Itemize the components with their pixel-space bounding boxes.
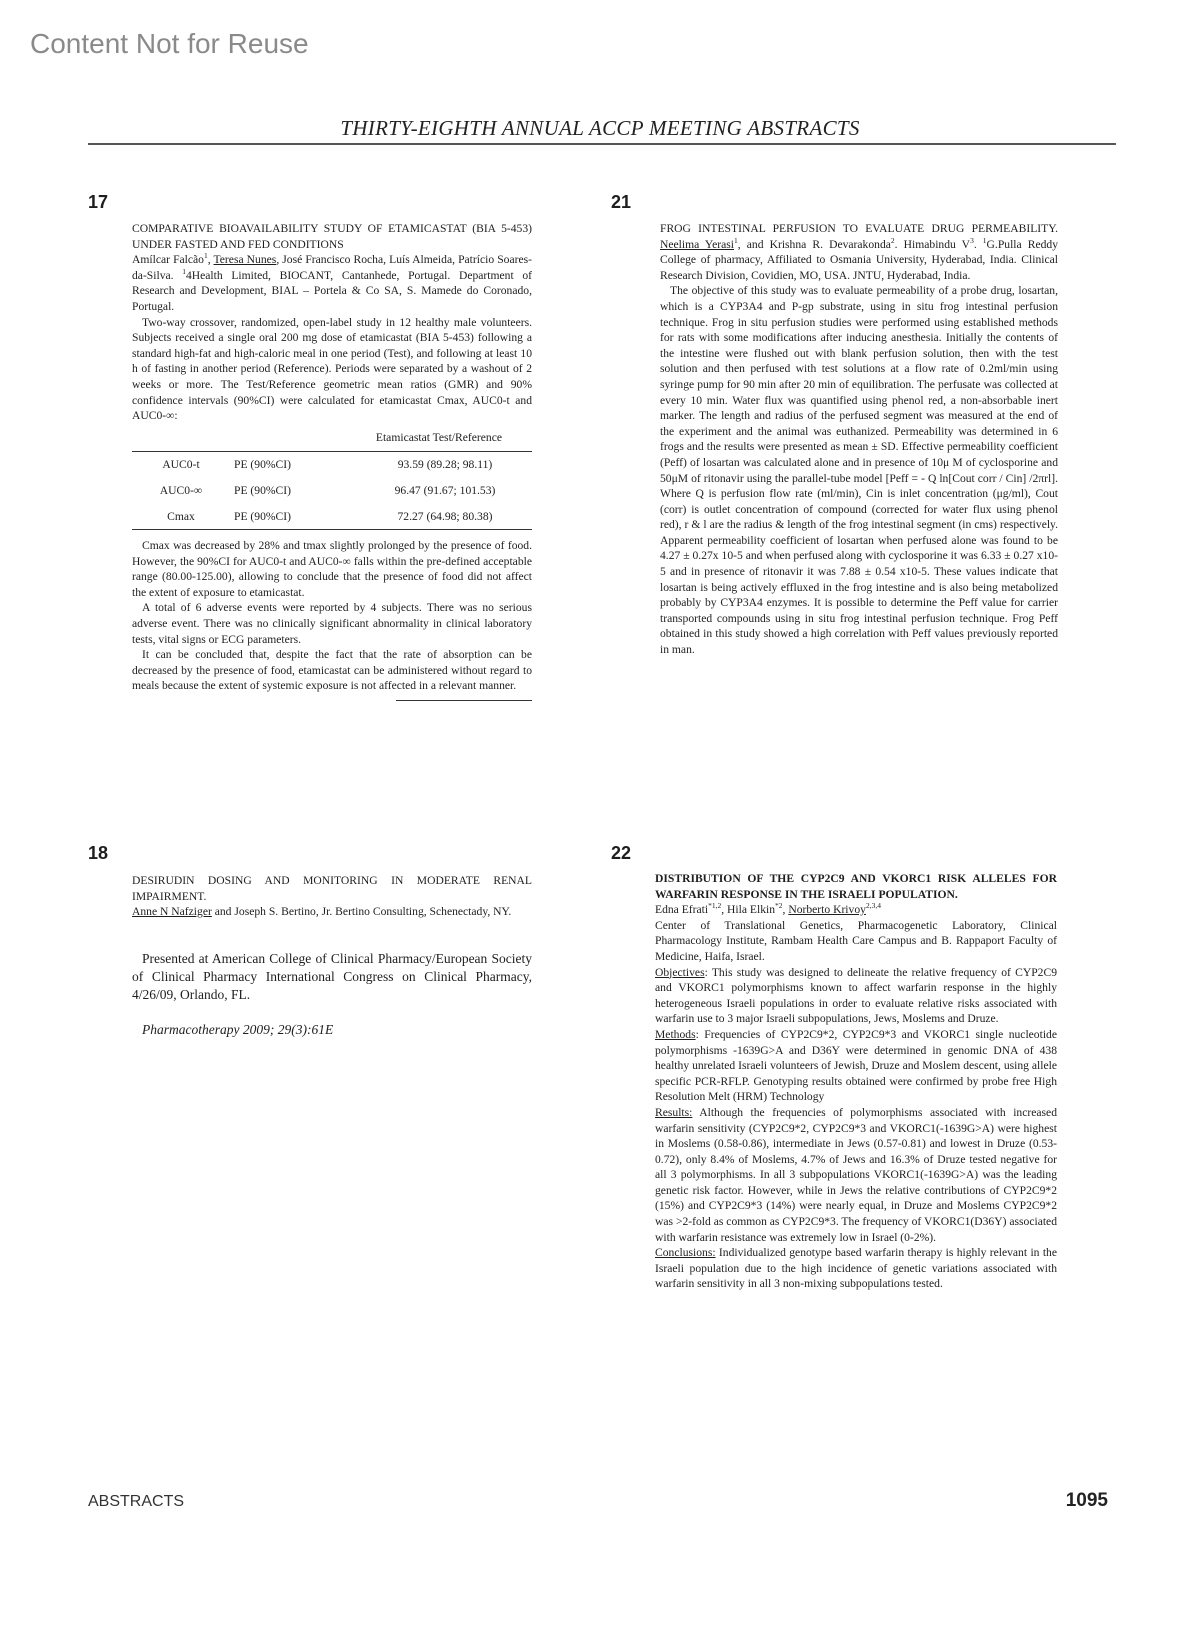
abstract-22-authors: Edna Efrati$^{*1,2}$, Hila Elkin$^{*2}$, Norberto Krivoy$^{2,3,4}$ — [655, 901, 881, 917]
abstract-17-results: Cmax was decreased by 28% and tmax slightly prolonged by the presence of food. However, the 90%CI for AUC0-t and AUC0-∞ falls within the pre-defined acceptable range (80.00-125.00), allowing to conclude that the presence of food did not affect the extent of exposure to etamicastat. — [132, 539, 532, 599]
abstract-17-authors: Amílcar Falcão$^1$, Teresa Nunes, José Francisco Rocha, Luís Almeida, Patrício Soares-da-Silva. $^1$4Health Limited, BIOCANT, Cantanhede, Portugal. Department of Research and Development, BIAL – Portela & Co SA, S. Mamede do Coronado, Portugal. — [132, 251, 532, 313]
abstract-21-header: FROG INTESTINAL PERFUSION TO EVALUATE DRUG PERMEABILITY. Neelima Yerasi$^1$, and Krishna R. Devarakonda$^2$. Himabindu $V^3$. $^1$G.Pulla Reddy College of pharmacy, Affiliated to Osmania University, Hyderabad, India. Clinical Research Division, Covidien, MO, USA. JNTU, Hyderabad, India. — [660, 222, 1059, 282]
table-cell: AUC0-∞ — [159, 483, 203, 497]
abstract-18-title: DESIRUDIN DOSING AND MONITORING IN MODERATE RENAL IMPAIRMENT. — [132, 874, 532, 903]
table-cell: 96.47 (91.67; 101.53) — [394, 483, 496, 497]
abstract-22-affiliation: Center of Translational Genetics, Pharmacogenetic Laboratory, Clinical Pharmacology Institute, Rambam Health Care Campus and B. Rappaport Faculty of Medicine, Haifa, Israel. — [655, 918, 1057, 963]
abstract-17-number: 17 — [88, 192, 109, 212]
abstract-17-title: COMPARATIVE BIOAVAILABILITY STUDY OF ETAMICASTAT (BIA 5-453) UNDER FASTED AND FED CONDITIONS — [132, 222, 532, 251]
abstract-22-objectives: Objectives: This study was designed to delineate the relative frequency of CYP2C9 and VKORC1 polymorphisms known to affect warfarin response in the highly heterogeneous Israeli populations in order to evaluate relative risks associated with warfarin use to 3 major Israeli subpopulations, Jews, Moslems and Druze. — [655, 965, 1057, 1026]
abstract-17-safety: A total of 6 adverse events were reported by 4 subjects. There was no serious adverse event. There was no clinically significant abnormality in clinical laboratory tests, vital signs or ECG parameters. — [132, 601, 532, 646]
watermark: Content Not for Reuse — [30, 28, 309, 59]
abstract-22 — [655, 871, 1057, 1292]
results-table — [132, 451, 532, 530]
abstract-18-number: 18 — [88, 843, 109, 863]
abstract-21-body: The objective of this study was to evaluate permeability of a probe drug, losartan, which is a CYP3A4 and P-gp substrate, using in situ frog intestinal perfusion technique. Frog in situ perfusion studies were performed using established methods for rats with some modifications after inducing anesthesia. Initially the contents of the intestine were flushed out with blank perfusion solution, then with the test solution and then perfused with test solutions at a flow rate of 0.2ml/min using syringe pump for 90 min after 20 min of equilibration. The perfusate was collected at every 10 min. Water flux was quantified using phenol red, a non-absorbable inert marker. The length and radius of the perfused segment was measured at the end of the experiment and the animal was euthanized. Permeability was determined in 6 frogs and the results were presented as mean ± SD. Effective permeability coefficient (Peff) of losartan was calculated alone and in presence of 10μ M of cyclosporine and 50μM of ritonavir using the parallel-tube model [Peff = - Q ln[Cout corr / Cin] /2πrl]. Where Q is perfusion flow rate (ml/min), Cin is inlet concentration (μg/ml), Cout (corr) is outlet concentration of compound (corrected for water flux using phenol red), r & l are the radius & length of the frog intestinal segment (in cms) respectively. Apparent permeability coefficient of losartan when perfused alone was found to be 4.27 ± 0.27x 10-5 and when perfused along with cyclosporine it was 6.33 ± 0.27 x10-5 and in presence of ritonavir it was 7.88 ± 0.54 x10-5. These values indicate that losartan is being actively effluxed in the frog intestine and is also being metabolized probably by CYP3A4 enzymes. It is possible to determine the Peff value for carrier transported compounds using in situ frog intestinal perfusion technique. Frog Peff obtained in this study showed a high correlation with Peff values previously reported in man. — [660, 284, 1058, 657]
table-cell: AUC0-t — [162, 458, 200, 472]
table-cell: Cmax — [167, 509, 195, 523]
running-head: THIRTY-EIGHTH ANNUAL ACCP MEETING ABSTRACTS — [340, 116, 860, 140]
abstract-17-conclusion: It can be concluded that, despite the fact that the rate of absorption can be decreased by the presence of food, etamicastat can be administered without regard to meals because the extent of systemic exposure is not affected in a relevant manner. — [132, 648, 532, 693]
table-cell: PE (90%CI) — [234, 509, 291, 523]
abstract-22-conclusions: Conclusions: Individualized genotype based warfarin therapy is highly relevant in the Israeli population due to the high incidence of genetic variations associated with warfarin sensitivity in all 3 non-mixing subpopulations tested. — [655, 1246, 1057, 1291]
abstract-21 — [660, 221, 1058, 658]
header-rule — [88, 143, 1116, 145]
abstract-17-methods: Two-way crossover, randomized, open-label study in 12 healthy male volunteers. Subjects received a single oral 200 mg dose of etamicastat (BIA 5-453) following a standard high-fat and high-caloric meal in one period (Test), and following at least 10 h of fasting in another period (Reference). Periods were separated by a washout of 2 weeks or more. The Test/Reference geometric mean ratios (GMR) and 90% confidence intervals (90%CI) were calculated for etamicastat Cmax, AUC0-t and AUC0-∞: — [132, 315, 532, 423]
abstract-22-title: DISTRIBUTION OF THE CYP2C9 AND VKORC1 RISK ALLELES FOR WARFARIN RESPONSE IN THE ISRAELI POPULATION. — [655, 872, 1057, 901]
abstract-18 — [132, 873, 532, 1037]
abstract-22-results: Results: Although the frequencies of polymorphisms associated with increased warfarin sensitivity (CYP2C9*2, CYP2C9*3 and VKORC1(-1639G>A) were highest in Moslems (0.58-0.86), intermediate in Jews (0.57-0.81) and lowest in Druze (0.53-0.72), only 8.4% of Moslems, 4.7% of Jews and 16.3% of Druze tested negative for all 3 polymorphisms. In all 3 subpopulations VKORC1(-1639G>A) was the leading genetic risk factor. However, while in Jews the relative contributions of CYP2C9*2 (15%) and CYP2C9*3 (14%) were nearly equal, in Druze and Moslems CYP2C9*2 was >2-fold as common as CYP2C9*3. The frequency of VKORC1(D36Y) associated with warfarin resistance was extremely low in Israel (0-2%). — [655, 1105, 1057, 1244]
abstract-17 — [132, 221, 532, 701]
citation: Pharmacotherapy 2009; 29(3):61E — [142, 1021, 334, 1037]
presented-note: Presented at American College of Clinical Pharmacy/European Society of Clinical Pharmacy International Congress on Clinical Pharmacy, 4/26/09, Orlando, FL. — [132, 950, 532, 1002]
table-row — [132, 452, 532, 478]
table-cell: PE (90%CI) — [234, 458, 291, 472]
abstract-22-number: 22 — [611, 843, 632, 863]
table-row — [132, 478, 532, 504]
table-cell: 72.27 (64.98; 80.38) — [397, 509, 493, 523]
table-cell: PE (90%CI) — [234, 483, 291, 497]
table-cell: 93.59 (89.28; 98.11) — [397, 458, 493, 472]
footer-section: ABSTRACTS — [88, 1493, 185, 1510]
end-rule — [396, 700, 532, 701]
abstract-21-number: 21 — [611, 192, 632, 212]
page-number: 1095 — [1065, 1490, 1108, 1511]
abstract-18-authors: Anne N Nafziger and Joseph S. Bertino, Jr. Bertino Consulting, Schenectady, NY. — [132, 905, 512, 919]
abstract-22-methods: Methods: Frequencies of CYP2C9*2, CYP2C9*3 and VKORC1 single nucleotide polymorphisms -1639G>A and D36Y were determined in genomic DNA of 438 healthy unrelated Israeli volunteers of Jewish, Druze and Moslem descent, using allele specific PCR-RFLP. Genotyping results obtained were confirmed by probe free High Resolution Melt (HRM) Technology — [655, 1027, 1057, 1104]
table-header: Etamicastat Test/Reference — [375, 430, 502, 444]
table-row — [132, 504, 532, 530]
